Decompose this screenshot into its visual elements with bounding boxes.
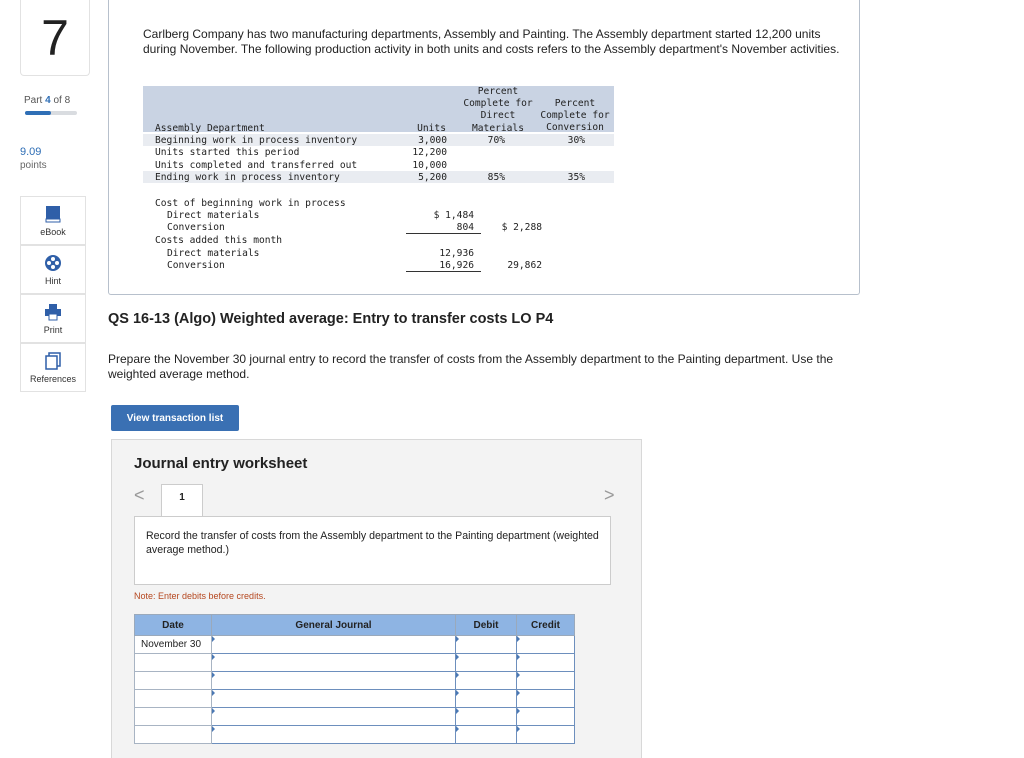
worksheet-title: Journal entry worksheet [134,455,308,472]
header-department: Assembly Department [155,123,265,134]
header-units: Units [417,123,446,134]
intro-text: Carlberg Company has two manufacturing departments, Assembly and Painting. The Assembly department started 12,200 units during November. The following production activity in both units and costs refers to the Assembly department's November activities. [143,27,840,56]
part-progress-bar [25,111,77,115]
row-label: Beginning work in process inventory [155,135,358,146]
part-suffix: of 8 [50,95,71,106]
part-current: 4 [45,95,51,106]
table-row [135,636,575,654]
header-pct-materials [458,86,538,135]
debit-input[interactable] [456,690,517,708]
col-general-journal: General Journal [212,615,456,636]
units-value: 10,000 [412,159,447,171]
header-text: Conversion [546,122,604,134]
view-transaction-list-button[interactable]: View transaction list [111,405,239,431]
question-number: 7 [41,9,69,66]
header-text: Complete for [463,98,533,110]
cost-dm-value: $ 1,484 [433,210,474,221]
credit-input[interactable] [517,708,575,726]
table-row [135,654,575,672]
header-text: Percent [554,98,596,109]
col-date: Date [135,615,212,636]
references-icon [45,352,61,370]
credit-input[interactable] [517,672,575,690]
credit-input[interactable] [517,654,575,672]
debit-input[interactable] [456,672,517,690]
pct-conversion-end: 35% [567,172,585,183]
header-text: Complete for [540,110,610,122]
cost-conv-label: Conversion [167,222,225,233]
date-cell: November 30 [135,636,212,654]
journal-table [134,614,575,744]
cost-beginning-label: Cost of beginning work in process [155,198,346,209]
header-text: Materials [472,122,524,134]
prev-entry-button[interactable]: < [134,485,145,505]
account-input[interactable] [212,636,456,654]
col-credit: Credit [517,615,575,636]
pct-materials-end: 85% [487,172,505,183]
account-input[interactable] [212,672,456,690]
hint-button[interactable] [20,245,86,294]
table-row [135,672,575,690]
credit-input[interactable] [517,726,575,744]
date-cell [135,672,212,690]
cost-added-label: Costs added this month [155,235,283,246]
question-title: QS 16-13 (Algo) Weighted average: Entry to transfer costs LO P4 [108,311,554,327]
units-value: 5,200 [418,171,447,183]
hint-label: Hint [44,276,61,286]
pct-conversion-begin: 30% [567,135,585,146]
cost-dm-label: Direct materials [167,210,260,221]
row-units [400,135,447,184]
table-row [135,690,575,708]
part-indicator [24,95,70,106]
book-icon [45,205,61,223]
table-row [135,726,575,744]
header-text: Direct [480,110,516,122]
date-cell [135,654,212,672]
part-prefix: Part [24,95,46,106]
date-cell [135,690,212,708]
row-label: Ending work in process inventory [155,171,340,183]
points-value: 9.09 [20,146,42,158]
next-entry-button[interactable]: > [604,485,615,505]
references-label: References [29,374,77,384]
ebook-label: eBook [40,227,66,237]
references-button[interactable] [20,343,86,392]
cost-added-conv-value: 16,926 [406,260,481,272]
date-cell [135,708,212,726]
account-input[interactable] [212,726,456,744]
debit-input[interactable] [456,726,517,744]
row-label: Units started this period [155,147,300,159]
col-debit: Debit [456,615,517,636]
question-number-box [20,0,90,76]
units-value: 12,200 [412,147,447,159]
cost-added-dm-label: Direct materials [167,248,260,259]
units-value: 3,000 [418,135,447,146]
prepare-instructions: Prepare the November 30 journal entry to record the transfer of costs from the Assembly department to the Painting department. Use the weighted average method. [108,352,834,381]
print-button[interactable] [20,294,86,343]
cost-beginning-total: $ 2,288 [501,222,542,233]
points-label: points [20,160,47,171]
cost-added-conv-label: Conversion [167,260,225,271]
cost-conv-value: 804 [406,222,481,234]
row-labels [155,135,357,184]
row-label: Units completed and transferred out [155,159,358,171]
table-row [135,708,575,726]
credit-input[interactable] [517,690,575,708]
entry-note: Note: Enter debits before credits. [134,591,266,601]
header-pct-conversion [536,98,614,135]
debit-input[interactable] [456,708,517,726]
hint-icon [44,254,62,272]
task-description: Record the transfer of costs from the Assembly department to the Painting department (weighted average method.) [134,516,611,585]
debit-input[interactable] [456,636,517,654]
credit-input[interactable] [517,636,575,654]
pct-materials-begin: 70% [487,135,505,146]
account-input[interactable] [212,654,456,672]
debit-input[interactable] [456,654,517,672]
account-input[interactable] [212,708,456,726]
cost-added-dm-value: 12,936 [439,248,474,259]
cost-added-total: 29,862 [507,260,542,271]
print-icon [44,303,62,321]
part-progress-fill [25,111,51,115]
account-input[interactable] [212,690,456,708]
ebook-button[interactable] [20,196,86,245]
print-label: Print [43,325,63,335]
header-text: Percent [477,86,519,97]
date-cell [135,726,212,744]
entry-tab-1[interactable]: 1 [161,484,203,518]
